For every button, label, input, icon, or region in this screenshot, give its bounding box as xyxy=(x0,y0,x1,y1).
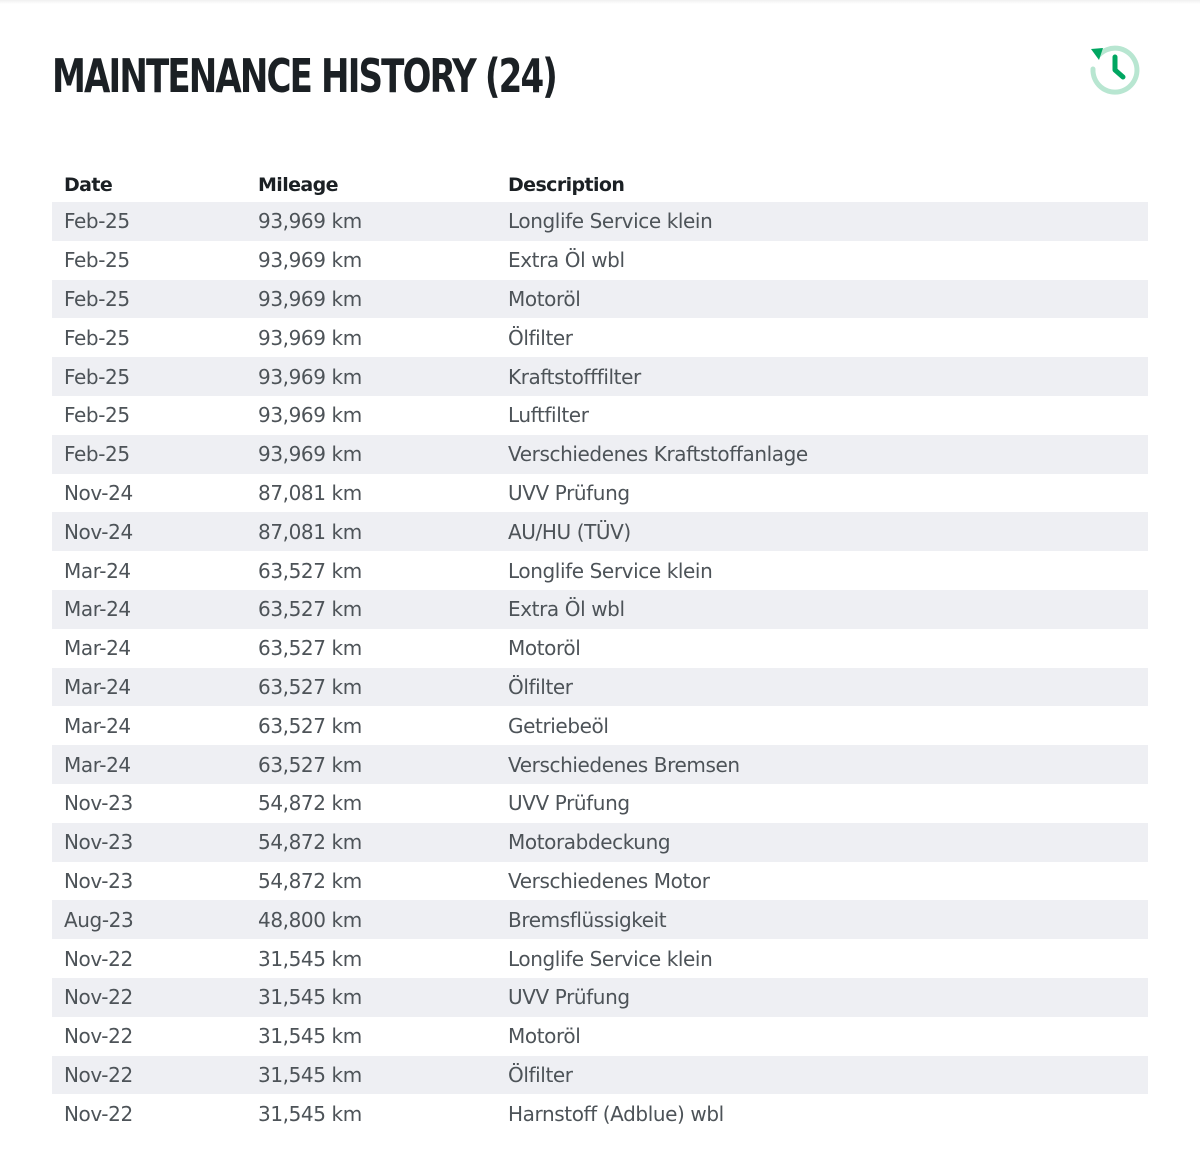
cell-description: Extra Öl wbl xyxy=(508,248,625,273)
cell-description: Verschiedenes Kraftstoffanlage xyxy=(508,442,808,467)
cell-mileage: 63,527 km xyxy=(258,713,362,738)
table-row xyxy=(52,706,1148,745)
cell-mileage: 93,969 km xyxy=(258,364,362,389)
table-row xyxy=(52,1017,1148,1056)
table-row xyxy=(52,862,1148,901)
cell-description: Ölfilter xyxy=(508,1062,573,1087)
cell-mileage: 63,527 km xyxy=(258,636,362,661)
cell-date: Nov-22 xyxy=(64,1024,133,1049)
column-header-description: Description xyxy=(508,174,625,196)
cell-description: Motorabdeckung xyxy=(508,830,671,855)
cell-mileage: 93,969 km xyxy=(258,442,362,467)
cell-description: Motoröl xyxy=(508,1024,581,1049)
table-row xyxy=(52,318,1148,357)
table-row xyxy=(52,784,1148,823)
cell-mileage: 54,872 km xyxy=(258,830,362,855)
table-row xyxy=(52,823,1148,862)
cell-date: Feb-25 xyxy=(64,286,130,311)
cell-mileage: 48,800 km xyxy=(258,907,362,932)
cell-date: Mar-24 xyxy=(64,752,131,777)
cell-date: Aug-23 xyxy=(64,907,134,932)
table-row xyxy=(52,939,1148,978)
cell-description: Longlife Service klein xyxy=(508,558,713,583)
cell-date: Mar-24 xyxy=(64,713,131,738)
cell-date: Mar-24 xyxy=(64,636,131,661)
table-row xyxy=(52,978,1148,1017)
table-body xyxy=(52,202,1148,1133)
cell-date: Nov-23 xyxy=(64,830,133,855)
cell-date: Mar-24 xyxy=(64,674,131,699)
cell-date: Nov-22 xyxy=(64,1101,133,1126)
maintenance-history-card xyxy=(52,0,1148,1133)
cell-description: UVV Prüfung xyxy=(508,791,630,816)
cell-mileage: 54,872 km xyxy=(258,791,362,816)
cell-date: Nov-23 xyxy=(64,791,133,816)
cell-mileage: 63,527 km xyxy=(258,597,362,622)
cell-mileage: 93,969 km xyxy=(258,248,362,273)
cell-description: Getriebeöl xyxy=(508,713,609,738)
cell-description: Motoröl xyxy=(508,636,581,661)
cell-description: Ölfilter xyxy=(508,325,573,350)
cell-description: Verschiedenes Motor xyxy=(508,868,710,893)
cell-mileage: 93,969 km xyxy=(258,403,362,428)
cell-date: Nov-24 xyxy=(64,519,133,544)
cell-mileage: 31,545 km xyxy=(258,1024,362,1049)
cell-mileage: 31,545 km xyxy=(258,946,362,971)
table-row xyxy=(52,629,1148,668)
cell-mileage: 31,545 km xyxy=(258,1101,362,1126)
maintenance-table xyxy=(52,160,1148,1133)
table-row xyxy=(52,590,1148,629)
cell-description: Longlife Service klein xyxy=(508,946,713,971)
cell-mileage: 63,527 km xyxy=(258,752,362,777)
cell-description: Kraftstofffilter xyxy=(508,364,641,389)
cell-date: Feb-25 xyxy=(64,442,130,467)
table-row xyxy=(52,241,1148,280)
card-header xyxy=(52,0,1148,160)
table-row xyxy=(52,280,1148,319)
cell-date: Nov-22 xyxy=(64,985,133,1010)
table-row xyxy=(52,396,1148,435)
cell-date: Nov-22 xyxy=(64,1062,133,1087)
cell-mileage: 93,969 km xyxy=(258,325,362,350)
cell-description: Extra Öl wbl xyxy=(508,597,625,622)
cell-mileage: 31,545 km xyxy=(258,1062,362,1087)
cell-description: Harnstoff (Adblue) wbl xyxy=(508,1101,724,1126)
history-button[interactable] xyxy=(1086,40,1144,98)
table-row xyxy=(52,435,1148,474)
cell-date: Nov-24 xyxy=(64,480,133,505)
cell-mileage: 87,081 km xyxy=(258,519,362,544)
cell-date: Nov-22 xyxy=(64,946,133,971)
table-row xyxy=(52,745,1148,784)
history-icon xyxy=(1086,40,1144,98)
column-header-mileage: Mileage xyxy=(258,174,338,196)
cell-date: Feb-25 xyxy=(64,248,130,273)
cell-mileage: 93,969 km xyxy=(258,286,362,311)
table-row xyxy=(52,512,1148,551)
table-header-row xyxy=(52,160,1148,202)
cell-date: Feb-25 xyxy=(64,364,130,389)
table-row xyxy=(52,474,1148,513)
table-row xyxy=(52,668,1148,707)
page-title: MAINTENANCE HISTORY (24) xyxy=(52,49,557,103)
cell-mileage: 87,081 km xyxy=(258,480,362,505)
table-row xyxy=(52,357,1148,396)
cell-date: Feb-25 xyxy=(64,209,130,234)
cell-date: Mar-24 xyxy=(64,558,131,583)
cell-mileage: 63,527 km xyxy=(258,674,362,699)
cell-description: Motoröl xyxy=(508,286,581,311)
cell-description: Longlife Service klein xyxy=(508,209,713,234)
table-row xyxy=(52,900,1148,939)
cell-description: UVV Prüfung xyxy=(508,985,630,1010)
cell-description: AU/HU (TÜV) xyxy=(508,519,631,544)
cell-description: Bremsflüssigkeit xyxy=(508,907,667,932)
table-header xyxy=(52,160,1148,202)
table-row xyxy=(52,1056,1148,1095)
table-row xyxy=(52,1094,1148,1133)
cell-description: UVV Prüfung xyxy=(508,480,630,505)
cell-description: Verschiedenes Bremsen xyxy=(508,752,740,777)
cell-date: Mar-24 xyxy=(64,597,131,622)
cell-description: Ölfilter xyxy=(508,674,573,699)
cell-date: Nov-23 xyxy=(64,868,133,893)
cell-mileage: 63,527 km xyxy=(258,558,362,583)
cell-mileage: 54,872 km xyxy=(258,868,362,893)
cell-mileage: 93,969 km xyxy=(258,209,362,234)
cell-mileage: 31,545 km xyxy=(258,985,362,1010)
table-row xyxy=(52,202,1148,241)
column-header-date: Date xyxy=(64,174,113,196)
cell-date: Feb-25 xyxy=(64,403,130,428)
cell-date: Feb-25 xyxy=(64,325,130,350)
table-row xyxy=(52,551,1148,590)
cell-description: Luftfilter xyxy=(508,403,589,428)
